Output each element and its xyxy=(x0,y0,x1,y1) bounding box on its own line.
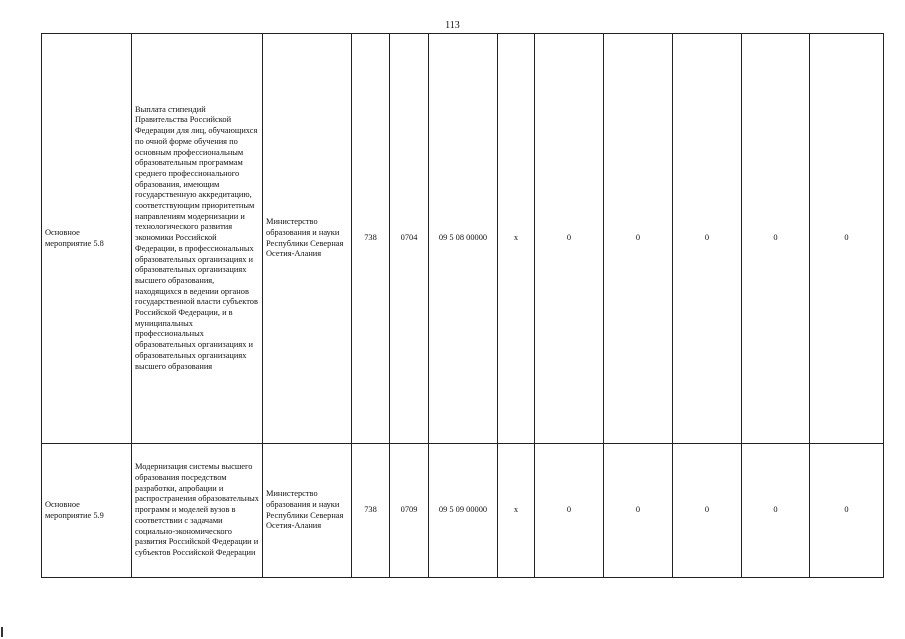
value-cell: 0 xyxy=(742,34,810,444)
budget-table xyxy=(41,33,884,578)
value-cell: 0 xyxy=(535,34,604,444)
value-cell: 0 xyxy=(810,444,884,578)
value-cell: 0 xyxy=(604,444,673,578)
value-cell: 0 xyxy=(604,34,673,444)
activity-description: Модернизация системы высшего образования посредством разработки, апробации и распространения образовательных программ и моделей вузов в соответствии с задачами социально-экономического развития Российской Федерации и субъектов Российской Федерации xyxy=(132,444,263,578)
value-cell: 0 xyxy=(673,34,742,444)
rzpr-code: 0704 xyxy=(390,34,429,444)
table-row xyxy=(42,444,884,578)
csr-code: 09 5 08 00000 xyxy=(429,34,498,444)
value-cell: 0 xyxy=(673,444,742,578)
table-row xyxy=(42,34,884,444)
grbs-code: 738 xyxy=(352,34,390,444)
vr-code: x xyxy=(498,444,535,578)
rzpr-code: 0709 xyxy=(390,444,429,578)
executor: Министерство образования и науки Республики Северная Осетия-Алания xyxy=(263,34,352,444)
value-cell: 0 xyxy=(810,34,884,444)
activity-name: Основное мероприятие 5.9 xyxy=(42,444,132,578)
activity-description: Выплата стипендий Правительства Российской Федерации для лиц, обучающихся по очной форме обучения по основным профессиональным образовательным программам среднего профессионального образования, имеющим государственную аккредитацию, соответствующим приоритетным направлениям модернизации и технологического развития экономики Российской Федерации, в профессиональных образовательных организациях и образовательных организациях высшего образования, находящихся в ведении органов государственной власти субъектов Российской Федерации, и в муниципальных профессиональных образовательных организациях и образовательных организациях высшего образования xyxy=(132,34,263,444)
grbs-code: 738 xyxy=(352,444,390,578)
page-number: 113 xyxy=(445,20,460,31)
csr-code: 09 5 09 00000 xyxy=(429,444,498,578)
scan-mark xyxy=(1,627,3,637)
executor: Министерство образования и науки Республики Северная Осетия-Алания xyxy=(263,444,352,578)
activity-name: Основное мероприятие 5.8 xyxy=(42,34,132,444)
value-cell: 0 xyxy=(742,444,810,578)
vr-code: x xyxy=(498,34,535,444)
value-cell: 0 xyxy=(535,444,604,578)
